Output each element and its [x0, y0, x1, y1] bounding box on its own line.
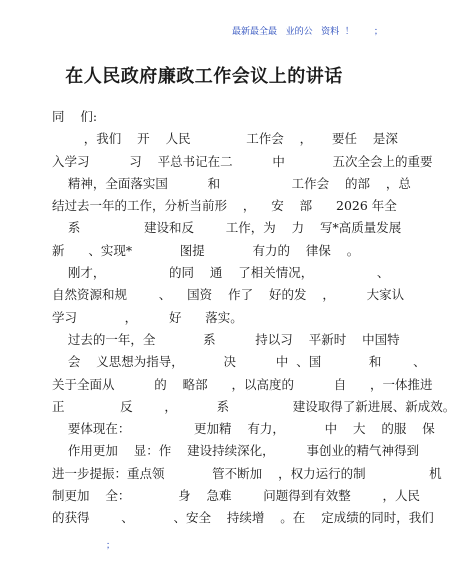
paragraph-line: 过去的一年，全 系 持以习 平新时 中国特 [52, 331, 400, 347]
paragraph-line: 进一步提振：重点领 管不断加 ，权力运行的制 机 [52, 465, 442, 481]
paragraph-line: 制更加 全： 身 急难 问题得到有效整 ，人民 [52, 488, 421, 504]
paragraph-line: 自然资源和规 、 国资 作了 好的发 ， 大家认 [52, 287, 405, 303]
paragraph-line: 刚才， 的同 通 了相关情况， 、 [52, 265, 390, 281]
paragraph-line: 新 、实现* 图提 有力的 律保 。 [52, 242, 360, 258]
paragraph-line: 会 义思想为指导， 决 中 、国 和 、 [52, 354, 426, 370]
paragraph-line: 正 反 ， 系 建设取得了新进展、新成效。 [52, 398, 455, 414]
paragraph-line: 入学习 习 平总书记在二 中 五次全会上的重要 [52, 153, 433, 169]
document-body [52, 106, 455, 530]
document-title: 在人民政府廉政工作会议上的讲话 [65, 66, 343, 87]
paragraph-line: 要体现在： 更加精 有力， 中 大 的服 保 [52, 421, 435, 437]
paragraph-line: 作用更加 显：作 建设持续深化， 事创业的精气神得到 [52, 443, 419, 459]
paragraph-line: 精神，全面落实国 和 工作会 的部 ，总 [52, 175, 411, 191]
header-banner-text: 最新最全最 业的公 资料 ！ ； [232, 27, 383, 37]
paragraph-line: 系 建设和反 工作，为 力 写*高质量发展 [52, 220, 402, 236]
paragraph-line: 结过去一年的工作，分析当前形 ， 安 部 2026 年全 [52, 198, 397, 214]
paragraph-line: 的获得 、 、安全 持续增 。在 定成绩的同时，我们 [52, 510, 434, 526]
footer-mark: ； [106, 541, 116, 551]
paragraph-line: 同 们: [52, 109, 98, 124]
paragraph-line: ，我们 开 人民 工作会 ， 要任 是深 [52, 131, 398, 147]
paragraph-line: 关于全面从 的 略部 ，以高度的 自 ，一体推进 [52, 376, 433, 392]
paragraph-line: 学习 ， 好 落实。 [52, 309, 243, 325]
